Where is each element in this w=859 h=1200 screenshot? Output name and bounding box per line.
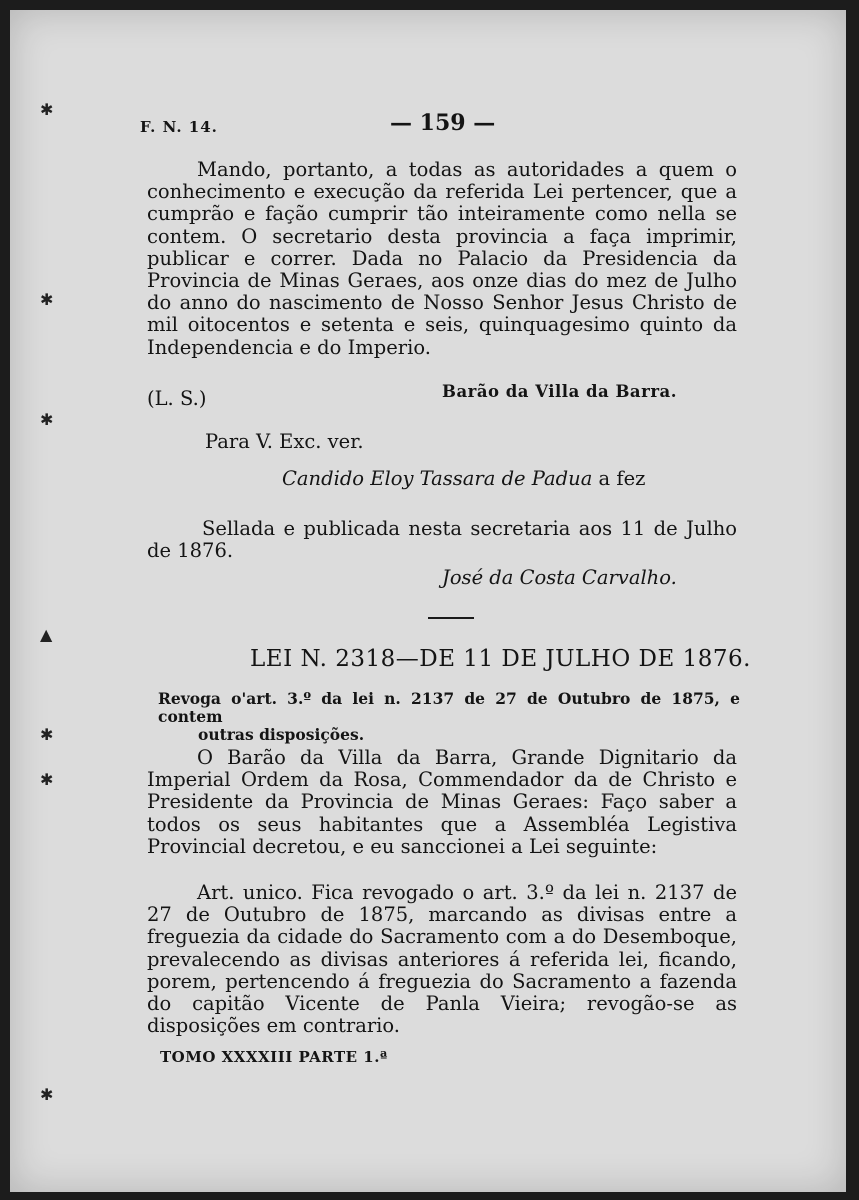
margin-mark-icon: ✱ bbox=[40, 725, 54, 744]
margin-mark-icon: ✱ bbox=[40, 100, 54, 119]
signer-name: Barão da Villa da Barra. bbox=[442, 382, 677, 401]
margin-mark-icon: ▲ bbox=[40, 625, 53, 644]
clerk-signature-line: Candido Eloy Tassara de Padua a fez bbox=[282, 467, 646, 490]
law-title: LEI N. 2318—DE 11 DE JULHO DE 1876. bbox=[250, 646, 751, 672]
page-number: — 159 — bbox=[390, 110, 496, 136]
document-page bbox=[10, 10, 846, 1192]
law-summary: Revoga o'art. 3.º da lei n. 2137 de 27 de Outubro de 1875, e contem outras disposições. bbox=[158, 689, 740, 744]
margin-mark-icon: ✱ bbox=[40, 770, 54, 789]
closing-paragraph: Mando, portanto, a todas as autoridades a quem o conhecimento e execução da referida Lei pertencer, que a cumprão e fação cumprir tão inteiramente como nella se contem. O secretario desta provincia a faça imprimir, publicar e correr. Dada no Palacio da Presidencia da Provincia de Minas Geraes, aos onze dias do mez de Julho do anno do nascimento de Nosso Senhor Jesus Christo de mil oitocentos e setenta e seis, quinquagesimo quinto da Independencia e do Imperio. bbox=[147, 158, 737, 359]
margin-mark-icon: ✱ bbox=[40, 290, 54, 309]
section-divider bbox=[428, 617, 474, 619]
secretary-signature: José da Costa Carvalho. bbox=[442, 566, 677, 589]
seal-mark: (L. S.) bbox=[147, 387, 207, 410]
law-preamble: O Barão da Villa da Barra, Grande Dignitario da Imperial Ordem da Rosa, Commendador da de Christo e Presidente da Provincia de Minas Geraes: Faço saber a todos os seus habitantes que a Assembléa Legistiva Provincial decretou, e eu sanccionei a Lei seguinte: bbox=[147, 746, 737, 858]
law-article: Art. unico. Fica revogado o art. 3.º da lei n. 2137 de 27 de Outubro de 1875, marcando as divisas entre a freguezia da cidade do Sacramento com a do Desemboque, prevalecendo as divisas anteriores á referida lei, ficando, porem, pertencendo á freguezia do Sacramento a fazenda do capitão Vicente de Panla Vieira; revogão-se as disposições em contrario. bbox=[147, 881, 737, 1038]
collection-reference: F. N. 14. bbox=[140, 118, 218, 136]
margin-mark-icon: ✱ bbox=[40, 410, 54, 429]
margin-mark-icon: ✱ bbox=[40, 1085, 54, 1104]
publication-note: Sellada e publicada nesta secretaria aos 11 de Julho de 1876. bbox=[147, 517, 737, 563]
volume-footer: TOMO XXXXIII PARTE 1.ª bbox=[160, 1048, 388, 1066]
para-v-exc-ver: Para V. Exc. ver. bbox=[205, 430, 364, 453]
